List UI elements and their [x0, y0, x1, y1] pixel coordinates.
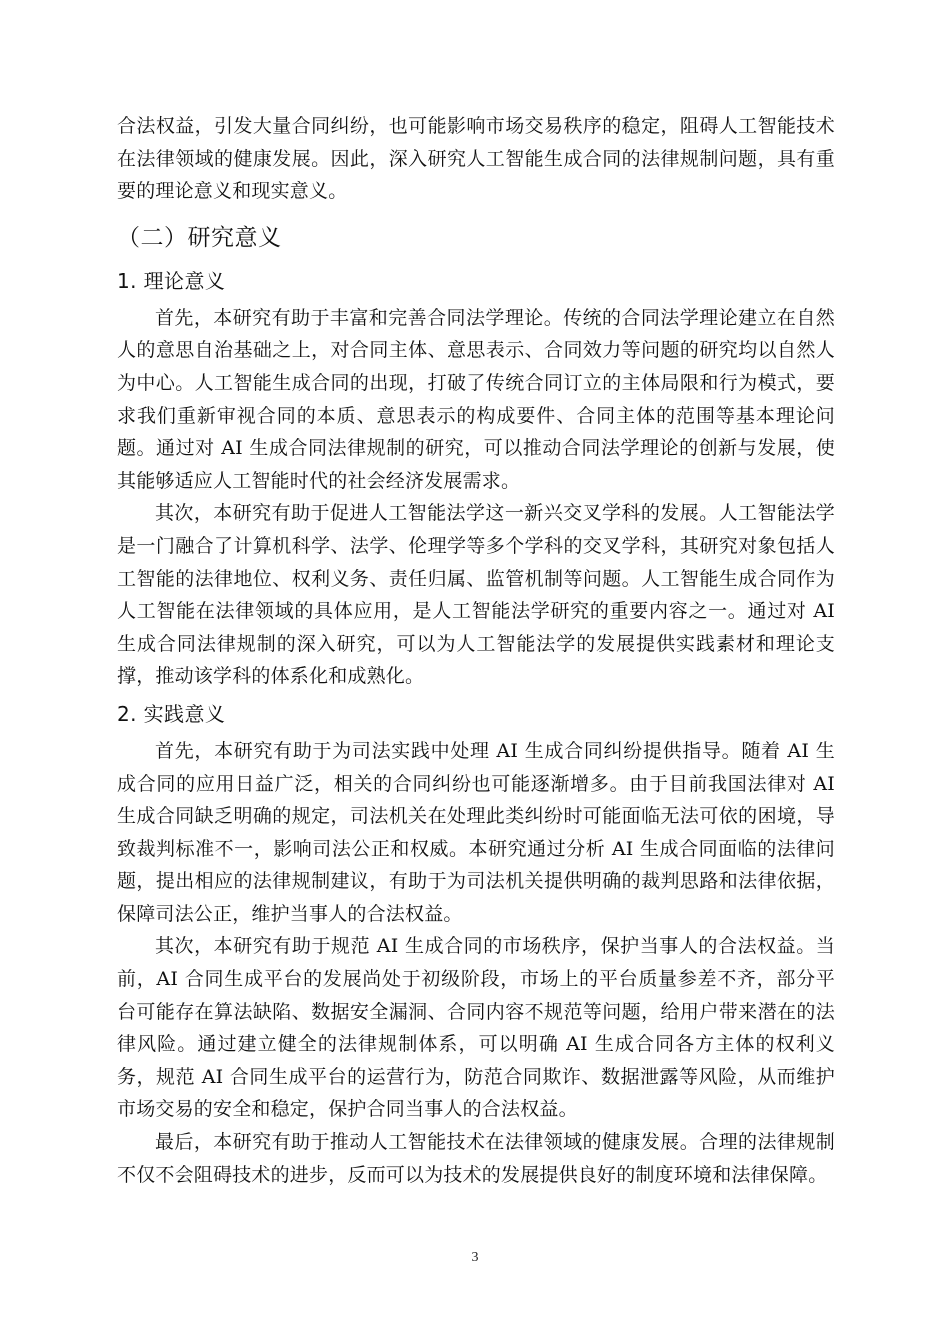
- practice-paragraph-1: 首先，本研究有助于为司法实践中处理 AI 生成合同纠纷提供指导。随着 AI 生成合同的应用日益广泛，相关的合同纠纷也可能逐渐增多。由于目前我国法律对 AI 生成合同缺乏明确的规定，司法机关在处理此类纠纷时可能面临无法可依的困境，导致裁判标准不一，影响司法公正和权威。本研究通过分析 AI 生成合同面临的法律问题，提出相应的法律规制建议，有助于为司法机关提供明确的裁判思路和法律依据，保障司法公正，维护当事人的合法权益。: [117, 739, 835, 925]
- practice-paragraph-2: 其次，本研究有助于规范 AI 生成合同的市场秩序，保护当事人的合法权益。当前，AI 合同生成平台的发展尚处于初级阶段，市场上的平台质量参差不齐，部分平台可能存在算法缺陷、数据安全漏洞、合同内容不规范等问题，给用户带来潜在的法律风险。通过建立健全的法律规制体系，可以明确 AI 生成合同各方主体的权利义务，规范 AI 合同生成平台的运营行为，防范合同欺诈、数据泄露等风险，从而维护市场交易的安全和稳定，保护合同当事人的合法权益。: [117, 935, 835, 1121]
- section-heading: （二）研究意义: [117, 224, 282, 251]
- opening-paragraph: 合法权益，引发大量合同纠纷，也可能影响市场交易秩序的稳定，阻碍人工智能技术在法律领域的健康发展。因此，深入研究人工智能生成合同的法律规制问题，具有重要的理论意义和现实意义。: [117, 115, 835, 203]
- page-content: [117, 110, 835, 1191]
- page-number: 3: [471, 1250, 479, 1265]
- practice-paragraph-3: 最后，本研究有助于推动人工智能技术在法律领域的健康发展。合理的法律规制不仅不会阻碍技术的进步，反而可以为技术的发展提供良好的制度环境和法律保障。: [117, 1131, 835, 1186]
- theory-paragraph-2: 其次，本研究有助于促进人工智能法学这一新兴交叉学科的发展。人工智能法学是一门融合了计算机科学、法学、伦理学等多个学科的交叉学科，其研究对象包括人工智能的法律地位、权利义务、责任归属、监管机制等问题。人工智能生成合同作为人工智能在法律领域的具体应用，是人工智能法学研究的重要内容之一。通过对 AI 生成合同法律规制的深入研究，可以为人工智能法学的发展提供实践素材和理论支撑，推动该学科的体系化和成熟化。: [117, 502, 835, 688]
- theory-paragraph-1: 首先，本研究有助于丰富和完善合同法学理论。传统的合同法学理论建立在自然人的意思自治基础之上，对合同主体、意思表示、合同效力等问题的研究均以自然人为中心。人工智能生成合同的出现，打破了传统合同订立的主体局限和行为模式，要求我们重新审视合同的本质、意思表示的构成要件、合同主体的范围等基本理论问题。通过对 AI 生成合同法律规制的研究，可以推动合同法学理论的创新与发展，使其能够适应人工智能时代的社会经济发展需求。: [117, 306, 835, 492]
- theory-heading: 1. 理论意义: [117, 268, 226, 293]
- practice-heading: 2. 实践意义: [117, 701, 226, 726]
